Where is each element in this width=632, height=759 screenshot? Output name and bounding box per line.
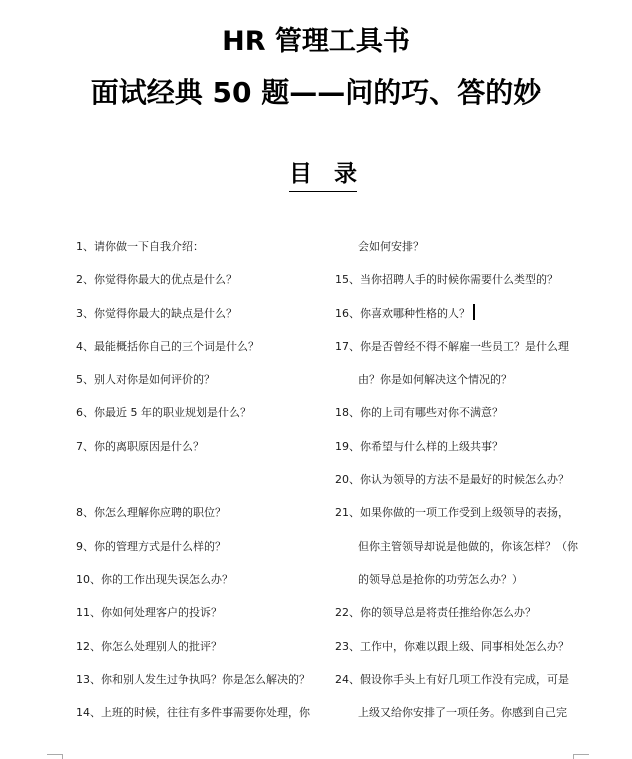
toc-line[interactable]: 3、你觉得你最大的缺点是什么？ <box>76 306 237 320</box>
toc-line[interactable]: 7、你的离职原因是什么？ <box>76 439 204 453</box>
toc-left-column <box>76 236 326 735</box>
document-subtitle: 面试经典 50 题——问的巧、答的妙 <box>90 76 542 109</box>
toc-heading-char2: 录 <box>334 161 357 187</box>
toc-line[interactable]: 19、你希望与什么样的上级共事？ <box>335 439 503 453</box>
toc-line[interactable]: 8、你怎么理解你应聘的职位？ <box>76 506 226 520</box>
toc-line-continuation[interactable]: 上级又给你安排了一项任务。你感到自己完 <box>358 706 567 720</box>
toc-line[interactable]: 22、你的领导总是将责任推给你怎么办？ <box>335 606 536 620</box>
toc-line[interactable]: 9、你的管理方式是什么样的？ <box>76 539 226 553</box>
toc-line[interactable]: 17、你是否曾经不得不解雇一些员工？是什么理 <box>335 339 569 353</box>
toc-line-continuation[interactable]: 会如何安排？ <box>358 240 424 253</box>
toc-line[interactable]: 24、假设你手头上有好几项工作没有完成，可是 <box>335 672 569 686</box>
toc-line[interactable]: 21、如果你做的一项工作受到上级领导的表扬， <box>335 506 569 520</box>
toc-line[interactable]: 14、上班的时候，往往有多件事需要你处理，你 <box>76 706 310 720</box>
toc-line[interactable]: 2、你觉得你最大的优点是什么？ <box>76 273 237 287</box>
toc-line[interactable]: 20、你认为领导的方法不是最好的时候怎么办？ <box>335 473 569 487</box>
toc-line[interactable]: 10、你的工作出现失误怎么办？ <box>76 572 233 586</box>
toc-line-text[interactable]: 16、你喜欢哪种性格的人？ <box>335 306 470 320</box>
text-cursor <box>473 304 475 320</box>
toc-line[interactable]: 6、你最近 5 年的职业规划是什么？ <box>76 406 251 420</box>
document-title: HR 管理工具书 <box>222 26 410 57</box>
toc-line[interactable]: 11、你如何处理客户的投诉？ <box>76 606 222 620</box>
toc-line[interactable]: 5、别人对你是如何评价的？ <box>76 373 215 387</box>
toc-line[interactable]: 15、当你招聘人手的时候你需要什么类型的？ <box>335 273 558 287</box>
toc-line-continuation[interactable]: 的领导总是抢你的功劳怎么办？） <box>358 572 523 586</box>
toc-line[interactable]: 12、你怎么处理别人的批评？ <box>76 639 222 653</box>
toc-line[interactable]: 4、最能概括你自己的三个词是什么？ <box>76 339 259 353</box>
page-corner-mark-right <box>573 754 589 755</box>
toc-right-column <box>335 236 585 735</box>
corner-tick <box>62 754 63 759</box>
toc-line-with-cursor[interactable] <box>335 303 585 336</box>
toc-line[interactable]: 18、你的上司有哪些对你不满意？ <box>335 406 503 420</box>
toc-heading <box>289 160 357 192</box>
toc-line[interactable]: 13、你和别人发生过争执吗？你是怎么解决的？ <box>76 672 310 686</box>
toc-heading-char1: 目 <box>289 161 312 187</box>
page-corner-mark-left <box>47 754 63 755</box>
corner-tick <box>573 754 574 759</box>
toc-line-continuation[interactable]: 但你主管领导却说是他做的，你该怎样？（你 <box>358 539 578 553</box>
toc-line[interactable]: 1、请你做一下自我介绍： <box>76 240 204 253</box>
toc-line[interactable]: 23、工作中，你难以跟上级、同事相处怎么办？ <box>335 639 569 653</box>
toc-line-continuation[interactable]: 由？你是如何解决这个情况的？ <box>358 373 512 387</box>
toc-blank-line <box>76 469 326 502</box>
